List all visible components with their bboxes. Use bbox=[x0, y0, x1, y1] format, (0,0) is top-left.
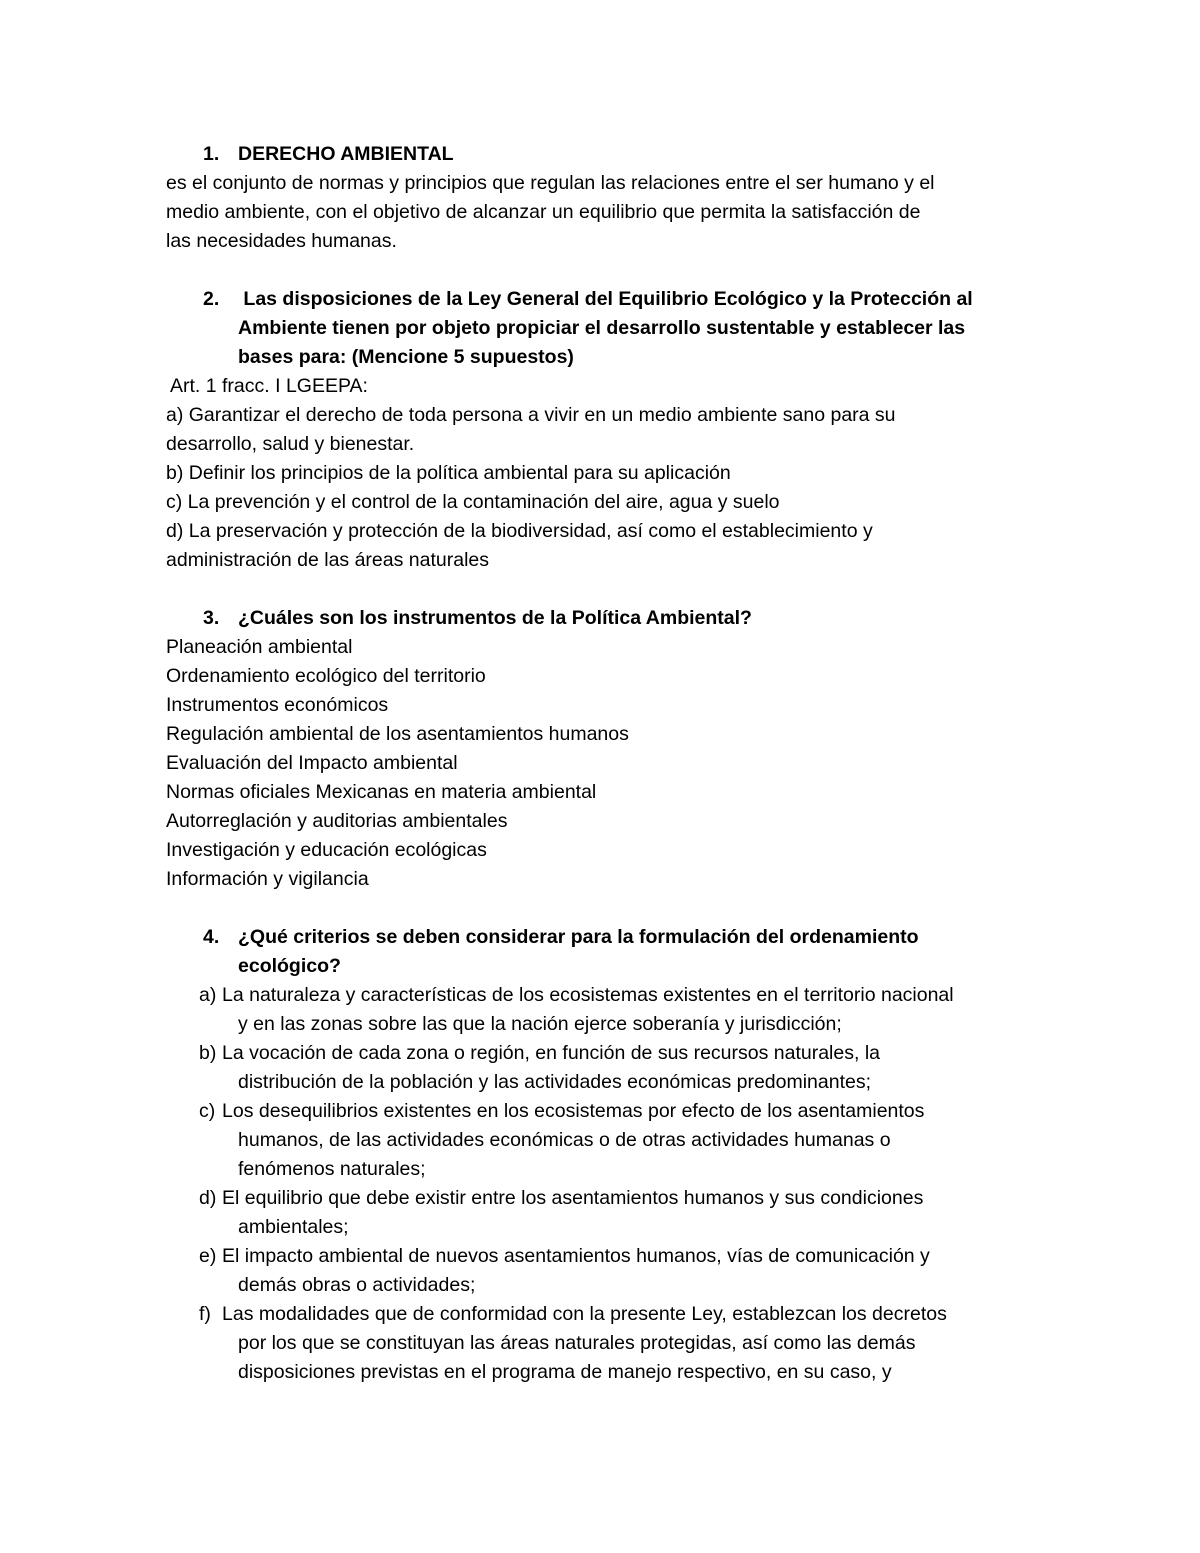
q4-heading bbox=[166, 923, 1046, 952]
q2-answer-line: a) Garantizar el derecho de toda persona a vivir en un medio ambiente sano para su bbox=[166, 404, 896, 426]
q1-title: DERECHO AMBIENTAL bbox=[238, 143, 454, 165]
q4-criterion-text: por los que se constituyan las áreas naturales protegidas, así como las demás bbox=[238, 1332, 916, 1354]
q4-criterion-text: Las modalidades que de conformidad con la presente Ley, establezcan los decretos bbox=[222, 1303, 947, 1325]
q2-number: 2. bbox=[203, 288, 220, 310]
q3-list-item: Ordenamiento ecológico del territorio bbox=[166, 665, 486, 687]
q3-list-item: Información y vigilancia bbox=[166, 868, 369, 890]
q4-criterion-cont bbox=[166, 1126, 1046, 1155]
q3-title: ¿Cuáles son los instrumentos de la Política Ambiental? bbox=[238, 607, 752, 629]
q3-list-item: Investigación y educación ecológicas bbox=[166, 839, 487, 861]
q4-criterion-text: El equilibrio que debe existir entre los asentamientos humanos y sus condiciones bbox=[222, 1187, 924, 1209]
q4-criterion-label: e) bbox=[199, 1245, 217, 1267]
q4-criterion-text: La naturaleza y características de los ecosistemas existentes en el territorio nacional bbox=[222, 984, 954, 1006]
q4-criterion-text: La vocación de cada zona o región, en función de sus recursos naturales, la bbox=[222, 1042, 881, 1064]
q3-list-item: Regulación ambiental de los asentamientos humanos bbox=[166, 723, 629, 745]
q2-heading-cont bbox=[166, 343, 1046, 372]
q2-title-line: Las disposiciones de la Ley General del Equilibrio Ecológico y la Protección al bbox=[238, 288, 973, 310]
q2-answer-line: b) Definir los principios de la política ambiental para su aplicación bbox=[166, 462, 731, 484]
q2-title-line: Ambiente tienen por objeto propiciar el desarrollo sustentable y establecer las bbox=[238, 317, 966, 339]
q4-criterion-cont bbox=[166, 1329, 1046, 1358]
q4-criterion-label: b) bbox=[199, 1042, 217, 1064]
q4-criterion bbox=[166, 1242, 1046, 1271]
q4-number: 4. bbox=[203, 926, 220, 948]
q1-number: 1. bbox=[203, 143, 220, 165]
q1-answer-line: es el conjunto de normas y principios que regulan las relaciones entre el ser humano y el bbox=[166, 172, 935, 194]
q4-criterion bbox=[166, 1097, 1046, 1126]
q4-criterion-text: fenómenos naturales; bbox=[238, 1158, 426, 1180]
q4-criterion-label: d) bbox=[199, 1187, 217, 1209]
q4-title-line: ¿Qué criterios se deben considerar para la formulación del ordenamiento bbox=[238, 926, 919, 948]
q4-criterion-label: f) bbox=[199, 1303, 211, 1325]
q4-criterion-cont bbox=[166, 1068, 1046, 1097]
q4-criterion-cont bbox=[166, 1271, 1046, 1300]
q2-reference: Art. 1 fracc. I LGEEPA: bbox=[170, 375, 368, 397]
q4-criterion-text: disposiciones previstas en el programa de manejo respectivo, en su caso, y bbox=[238, 1361, 892, 1383]
q4-title-line: ecológico? bbox=[238, 955, 341, 977]
q2-answer-line: c) La prevención y el control de la contaminación del aire, agua y suelo bbox=[166, 491, 780, 513]
q4-criterion-text: humanos, de las actividades económicas o de otras actividades humanas o bbox=[238, 1129, 891, 1151]
q3-list-item: Evaluación del Impacto ambiental bbox=[166, 752, 458, 774]
q3-list-item: Autorreglación y auditorias ambientales bbox=[166, 810, 508, 832]
q4-criterion-text: El impacto ambiental de nuevos asentamientos humanos, vías de comunicación y bbox=[222, 1245, 930, 1267]
document-content bbox=[166, 140, 1046, 1387]
q2-heading bbox=[166, 285, 1046, 314]
q4-criterion-text: Los desequilibrios existentes en los ecosistemas por efecto de los asentamientos bbox=[222, 1100, 925, 1122]
q4-criterion-text: y en las zonas sobre las que la nación ejerce soberanía y jurisdicción; bbox=[238, 1013, 842, 1035]
q4-criterion-label: a) bbox=[199, 984, 217, 1006]
q3-list-item: Normas oficiales Mexicanas en materia ambiental bbox=[166, 781, 597, 803]
q4-heading-cont bbox=[166, 952, 1046, 981]
q3-list-item: Planeación ambiental bbox=[166, 636, 353, 658]
q1-answer-line: medio ambiente, con el objetivo de alcanzar un equilibrio que permita la satisfacción de bbox=[166, 201, 921, 223]
q4-criterion-cont bbox=[166, 1213, 1046, 1242]
q2-title-line: bases para: (Mencione 5 supuestos) bbox=[238, 346, 574, 368]
q3-list-item: Instrumentos económicos bbox=[166, 694, 389, 716]
q3-heading bbox=[166, 604, 1046, 633]
q4-criterion-cont bbox=[166, 1155, 1046, 1184]
q4-criterion-cont bbox=[166, 1358, 1046, 1387]
q4-criterion-text: ambientales; bbox=[238, 1216, 349, 1238]
q4-criterion bbox=[166, 1039, 1046, 1068]
q4-criterion bbox=[166, 1300, 1046, 1329]
q4-criterion-text: demás obras o actividades; bbox=[238, 1274, 476, 1296]
q4-criterion-text: distribución de la población y las actividades económicas predominantes; bbox=[238, 1071, 872, 1093]
q2-answer-line: administración de las áreas naturales bbox=[166, 549, 490, 571]
q4-criterion-cont bbox=[166, 1010, 1046, 1039]
q4-criterion bbox=[166, 981, 1046, 1010]
q4-criterion bbox=[166, 1184, 1046, 1213]
q1-heading bbox=[166, 140, 1046, 169]
q4-criterion-label: c) bbox=[199, 1100, 216, 1122]
q3-number: 3. bbox=[203, 607, 220, 629]
q2-heading-cont bbox=[166, 314, 1046, 343]
q1-answer-line: las necesidades humanas. bbox=[166, 230, 397, 252]
q2-answer-line: desarrollo, salud y bienestar. bbox=[166, 433, 415, 455]
q2-answer-line: d) La preservación y protección de la biodiversidad, así como el establecimiento y bbox=[166, 520, 873, 542]
